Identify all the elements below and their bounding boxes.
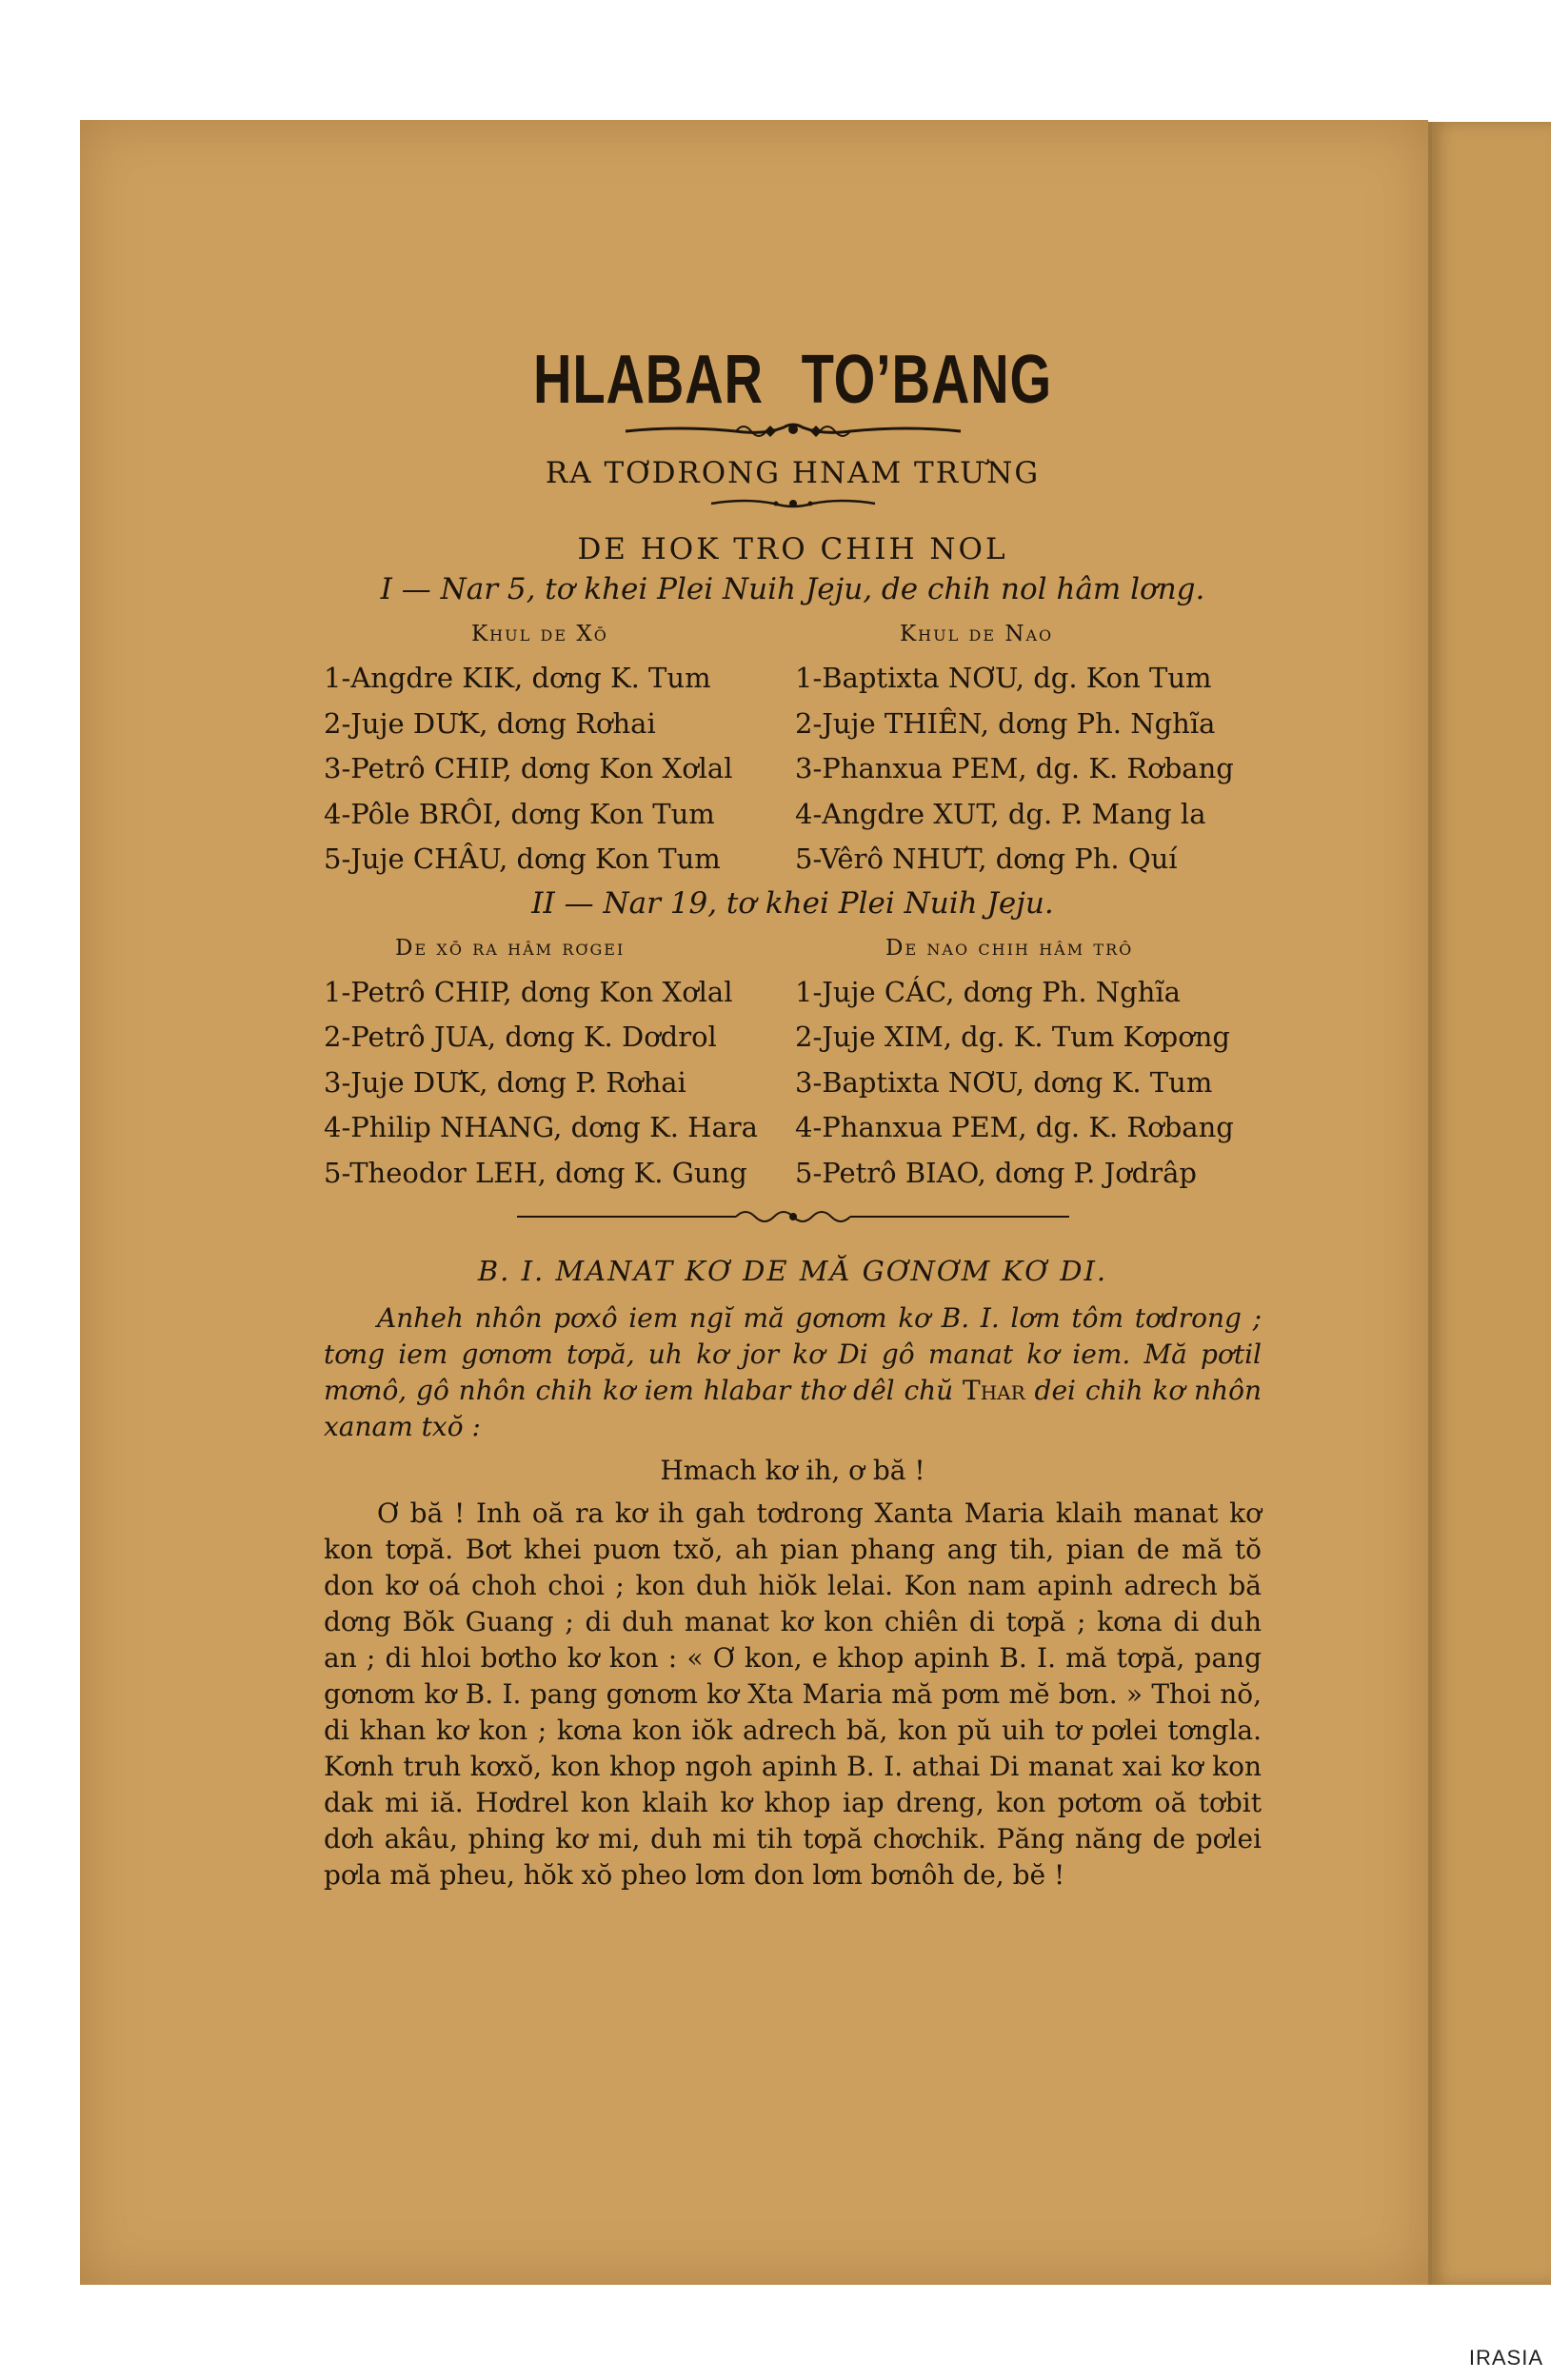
section1-right-header: Khul de Nao (900, 622, 1054, 647)
list-item: 4-Pôle BRÔI, dơng Kon Tum (324, 797, 715, 830)
section2-left-column (324, 926, 790, 1197)
list-item: 4-Angdre XUT, dg. P. Mang la (795, 797, 1206, 830)
intro-text-part2: dei chih kơ nhôn xanam txŏ : (324, 1375, 1263, 1443)
section2-right-column (795, 926, 1262, 1197)
list-item: 1-Petrô CHIP, dơng Kon Xơlal (324, 975, 733, 1008)
list-item: 2-Juje THIÊN, dơng Ph. Nghĩa (795, 706, 1216, 740)
section1-columns (324, 612, 1262, 883)
document-title: HLABAR TO’BANG (533, 342, 1052, 418)
list-item: 4-Philip NHANG, dơng K. Hara (324, 1111, 758, 1144)
section2-dateline: II — Nar 19, tơ khei Plei Nuih Jeju. (531, 885, 1054, 921)
section1-left-column (324, 612, 790, 883)
intro-text-part1: Anheh nhôn pơxô iem ngĭ mă gơnơm kơ B. I. lơm tôm tơdrong ; tơng iem gơnơm tơpă, uh kơ jor kơ Di gô manat kơ iem. Mă pơtil mơnô, gô nhôn chih kơ iem hlabar thơ dêl chŭ (324, 1302, 1262, 1407)
list-item: 5-Vêrô NHƯT, dơng Ph. Quí (795, 843, 1178, 876)
subtitle-ornament (707, 494, 879, 513)
document-subtitle: RA TƠDRONG HNAM TRƯNG (545, 456, 1041, 491)
section-heading: DE HOK TRO CHIH NOL (577, 532, 1008, 567)
section1-left-header: Khul de Xō (471, 622, 608, 647)
list-item: 5-Juje CHÂU, dơng Kon Tum (324, 843, 721, 876)
section3-title: B. I. MANAT KƠ DE MĂ GƠNƠM KƠ DI. (477, 1255, 1108, 1288)
intro-name: Thar (963, 1375, 1025, 1407)
section1-dateline: I — Nar 5, tơ khei Plei Nuih Jeju, de chih nol hâm lơng. (380, 572, 1205, 607)
section2-columns (324, 926, 1262, 1197)
section2-right-header: De nao chih hâm trô (885, 935, 1134, 961)
body-paragraph: Ơ bă ! Inh oă ra kơ ih gah tơdrong Xanta Maria klaih manat kơ kon tơpă. Bơt khei puơn txŏ, ah pian phang ang tih, pian de mă tŏ don kơ oá choh choi ; kon duh hiŏk lelai. Kon nam apinh adrech bă dơng Bŏk Guang ; di duh manat kơ kon chiên di tơpă ; kơna di duh an ; di hloi bơtho kơ kon : « Ơ kon, e khop apinh B. I. mă tơpă, pang gơnơm kơ B. I. pang gơnơm kơ Xta Maria mă pơm mĕ bơn. » Thoi nŏ, di khan kơ kon ; kơna kon iŏk adrech bă, kon pŭ uih tơ pơlei tơngla. Kơnh truh kơxŏ, kon khop ngoh apinh B. I. athai Di manat xai kơ kon dak mi iă. Hơdrel kon klaih kơ khop iap dreng, kon pơtơm oă tơbit dơh akâu, phing kơ mi, duh mi tih tơpă chơchik. Păng năng de pơlei pơla mă pheu, hŏk xŏ pheo lơm don lơm bơnôh de, bĕ ! (324, 1497, 1262, 1892)
section1-right-column (795, 612, 1262, 883)
document-content (324, 343, 1262, 1894)
list-item: 1-Angdre KIK, dơng K. Tum (324, 662, 711, 695)
list-item: 1-Baptixta NƠU, dg. Kon Tum (795, 662, 1212, 695)
list-item: 3-Baptixta NƠU, dơng K. Tum (795, 1065, 1213, 1099)
greeting-line: Hmach kơ ih, ơ bă ! (660, 1455, 925, 1487)
list-item: 2-Juje XIM, dg. K. Tum Kơpơng (795, 1021, 1230, 1054)
next-page-edge (1428, 122, 1551, 2285)
list-item: 3-Juje DƯK, dơng P. Rơhai (324, 1065, 686, 1099)
section2-left-header: De xō ra hâm rơgei (395, 935, 626, 961)
list-item: 4-Phanxua PEM, dg. K. Rơbang (795, 1111, 1234, 1144)
list-item: 3-Petrô CHIP, dơng Kon Xơlal (324, 752, 733, 785)
list-item: 2-Petrô JUA, dơng K. Dơdrol (324, 1021, 717, 1054)
title-ornament (622, 418, 964, 443)
list-item: 2-Juje DƯK, dơng Rơhai (324, 706, 656, 740)
watermark-text: IRASIA (1468, 2346, 1543, 2370)
list-item: 5-Theodor LEH, dơng K. Gung (324, 1156, 747, 1189)
list-item: 3-Phanxua PEM, dg. K. Rơbang (795, 752, 1234, 785)
divider-ornament (517, 1207, 1069, 1226)
list-item: 5-Petrô BIAO, dơng P. Jơdrâp (795, 1156, 1197, 1189)
intro-paragraph (324, 1300, 1262, 1445)
list-item: 1-Juje CÁC, dơng Ph. Nghĩa (795, 975, 1181, 1008)
